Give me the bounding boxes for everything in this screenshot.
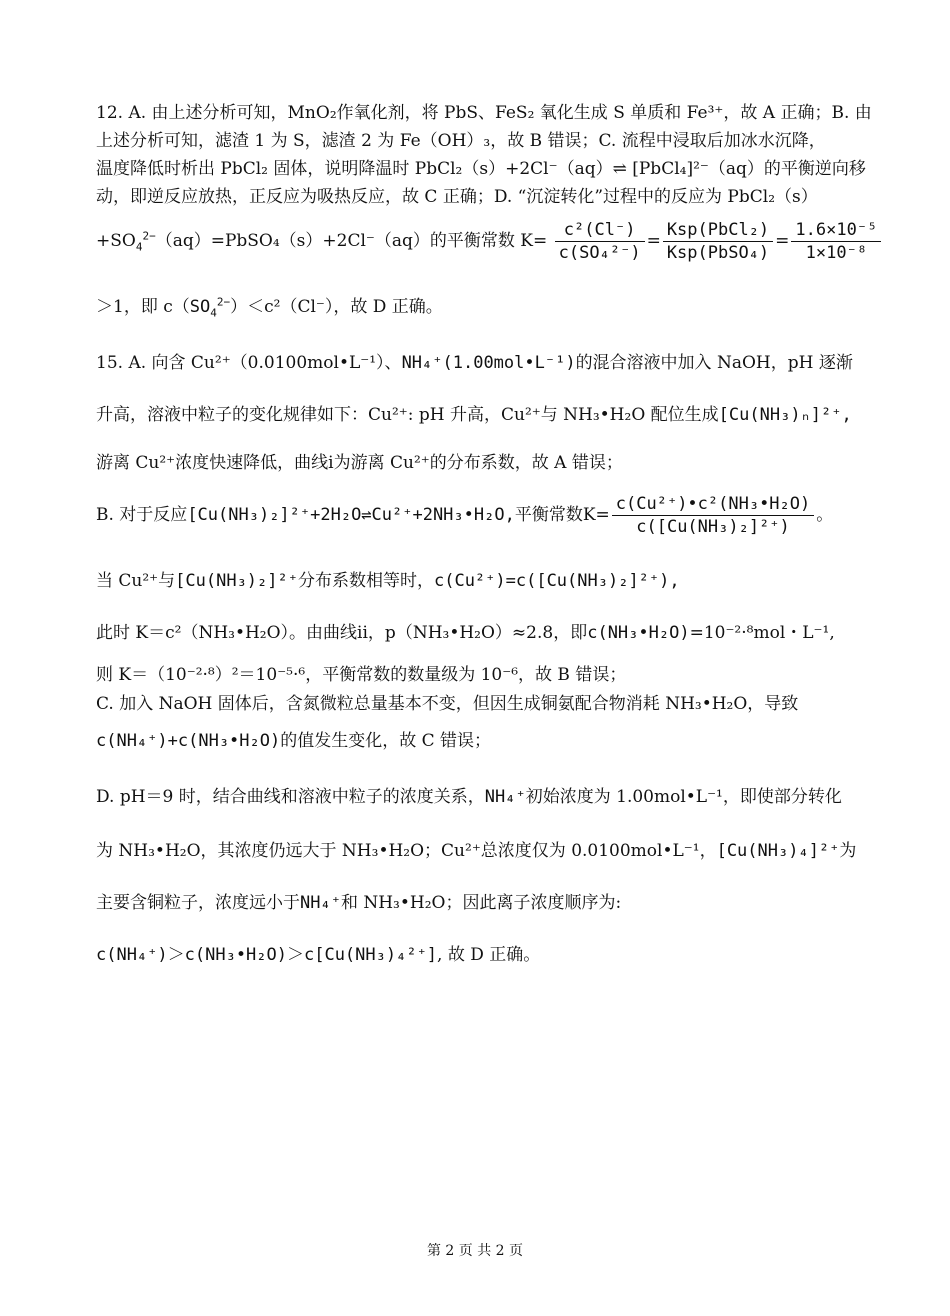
equilibrium-fraction-3: [791, 220, 881, 263]
fraction-4-denominator: c([Cu(NH₃)₂]²⁺): [636, 517, 790, 537]
q15-line-6c: =10⁻²·⁸mol・L⁻¹,: [689, 623, 835, 643]
q15-line-5b: [Cu(NH₃)₂]²⁺: [175, 571, 298, 591]
q15-line-9a: c(NH₄⁺)+c(NH₃•H₂O): [96, 731, 281, 751]
q15-line-1b: NH₄⁺(1.00mol•L⁻¹): [401, 353, 576, 373]
q15-line-9: [96, 730, 856, 752]
q15-line-12c: 和 NH₃•H₂O；因此离子浓度顺序为:: [340, 893, 622, 913]
q15-line-8: C. 加入 NaOH 固体后，含氮微粒总量基本不变，但因生成铜氨配合物消耗 NH₃•H₂O，导致: [96, 694, 799, 714]
sulfate-inline-2: $SO_4^{2-}$: [189, 295, 231, 320]
q15-line-5c: 分布系数相等时，: [297, 571, 434, 591]
q12-line-6: [96, 296, 856, 318]
fraction-4-numerator: c(Cu²⁺)•c²(NH₃•H₂O): [612, 494, 814, 516]
q15-line-1: [96, 352, 856, 374]
q15-line-4b: [Cu(NH₃)₂]²⁺+2H₂O⇌Cu²⁺+2NH₃•H₂O,: [187, 505, 515, 525]
q15-line-5d: c(Cu²⁺)=c([Cu(NH₃)₂]²⁺),: [433, 571, 680, 591]
fraction-1-numerator: c²(Cl⁻): [555, 220, 645, 242]
q12-line-6b: ）＜c²（Cl⁻），故 D 正确。: [230, 297, 443, 317]
q15-line-2b: [Cu(NH₃)ₙ]²⁺,: [718, 405, 852, 425]
q12-line-6a: ＞1，即 c（: [96, 297, 190, 317]
q12-line-1: 12. A. 由上述分析可知，MnO₂作氧化剂，将 PbS、FeS₂ 氧化生成 S 单质和 Fe³⁺，故 A 正确；B. 由: [96, 103, 872, 123]
q15-line-13a: c(NH₄⁺)＞c(NH₃•H₂O)＞c[Cu(NH₃)₄²⁺]: [96, 945, 438, 965]
q15-line-5: [96, 570, 856, 592]
q15-line-13: [96, 944, 856, 966]
q15-line-4a: B. 对于反应: [96, 505, 188, 525]
q15-line-2a: 升高，溶液中粒子的变化规律如下：Cu²⁺: pH 升高，Cu²⁺与 NH₃•H₂O 配位生成: [96, 405, 719, 425]
q15-line-6b: c(NH₃•H₂O): [587, 623, 690, 643]
q15-line-3: 游离 Cu²⁺浓度快速降低，曲线i为游离 Cu²⁺的分布系数，故 A 错误；: [96, 453, 623, 473]
q15-line-10a: D. pH＝9 时，结合曲线和溶液中粒子的浓度关系，: [96, 787, 485, 807]
sulfate-inline: $_4^{2-}$: [135, 229, 156, 254]
q15-line-7: 则 K＝（10⁻²·⁸）²＝10⁻⁵·⁶，平衡常数的数量级为 10⁻⁶，故 B 错误；: [96, 665, 627, 685]
q12-line-2: 上述分析可知，滤渣 1 为 S，滤渣 2 为 Fe（OH）₃，故 B 错误；C. 流程中浸取后加冰水沉降，: [96, 131, 826, 151]
q15-line-10b: NH₄⁺: [484, 787, 526, 807]
q15-line-12a: 主要含铜粒子，浓度远小于: [96, 893, 300, 913]
q15-line-12: [96, 892, 856, 914]
q15-line-4d: 。: [816, 505, 834, 525]
q15-line-1c: 的混合溶液中加入 NaOH，pH 逐渐: [575, 353, 853, 373]
q15-line-6: [96, 622, 856, 644]
q15-line-5a: 当 Cu²⁺与: [96, 571, 176, 591]
q15-line-11b: [Cu(NH₃)₄]²⁺: [716, 841, 840, 861]
q12-line-3: 温度降低时析出 PbCl₂ 固体，说明降温时 PbCl₂（s）+2Cl⁻（aq）⇌ [PbCl₄]²⁻（aq）的平衡逆向移: [96, 159, 866, 179]
q12-line-4: 动，即逆反应放热，正反应为吸热反应，故 C 正确；D. “沉淀转化”过程中的反应为 PbCl₂（s）: [96, 187, 818, 207]
fraction-1-denominator: c(SO₄²⁻): [558, 243, 641, 263]
q15-line-11a: 为 NH₃•H₂O，其浓度仍远大于 NH₃•H₂O；Cu²⁺总浓度仅为 0.0100mol•L⁻¹，: [96, 841, 717, 861]
fraction-2-numerator: Ksp(PbCl₂): [663, 220, 773, 242]
q15-line-4: [96, 490, 856, 540]
q15-line-1a: 15. A. 向含 Cu²⁺（0.0100mol•L⁻¹）、: [96, 353, 402, 373]
q15-line-10: [96, 786, 856, 808]
fraction-2-denominator: Ksp(PbSO₄): [666, 243, 770, 263]
q15-line-13b: , 故 D 正确。: [437, 945, 541, 965]
q15-line-9b: 的值发生变化，故 C 错误；: [280, 731, 492, 751]
q15-line-6a: 此时 K＝c²（NH₃•H₂O）。由曲线ii，p（NH₃•H₂O）≈2.8，即: [96, 623, 588, 643]
q12-line-5b: （aq）=PbSO₄（s）+2Cl⁻（aq）的平衡常数 K=: [155, 231, 548, 251]
q15-line-12b: NH₄⁺: [300, 893, 341, 913]
q15-line-11: [96, 840, 856, 862]
q12-line-5: $+SO_4^{2-}(aq)=PbSO_4(s)+2Cl^-(aq)$的平衡常数 K= $\frac{\text{c²(Cl⁻)}}{\text{c(SO₄²⁻)}}$ = $\frac{\text{Ksp(PbCl₂)}}{\text{Ksp(PbSO₄)}}$ = $\frac{\text{1.6×10⁻⁵}}{\text{1×10⁻⁸}}$: [96, 216, 856, 266]
q12-line-5a: +SO: [96, 231, 136, 251]
fraction-3-denominator: 1×10⁻⁸: [805, 243, 868, 263]
page-footer: 第 2 页 共 2 页: [426, 1243, 524, 1259]
q15-line-4c: 平衡常数K=: [514, 505, 610, 525]
equilibrium-fraction-1: [555, 220, 645, 263]
q15-line-10c: 初始浓度为 1.00mol•L⁻¹，即使部分转化: [525, 787, 842, 807]
equilibrium-fraction-2: [663, 220, 773, 263]
q15-line-2: [96, 404, 856, 426]
fraction-3-numerator: 1.6×10⁻⁵: [791, 220, 881, 242]
equilibrium-fraction-4: [612, 494, 814, 537]
q15-line-11c: 为: [839, 841, 857, 861]
